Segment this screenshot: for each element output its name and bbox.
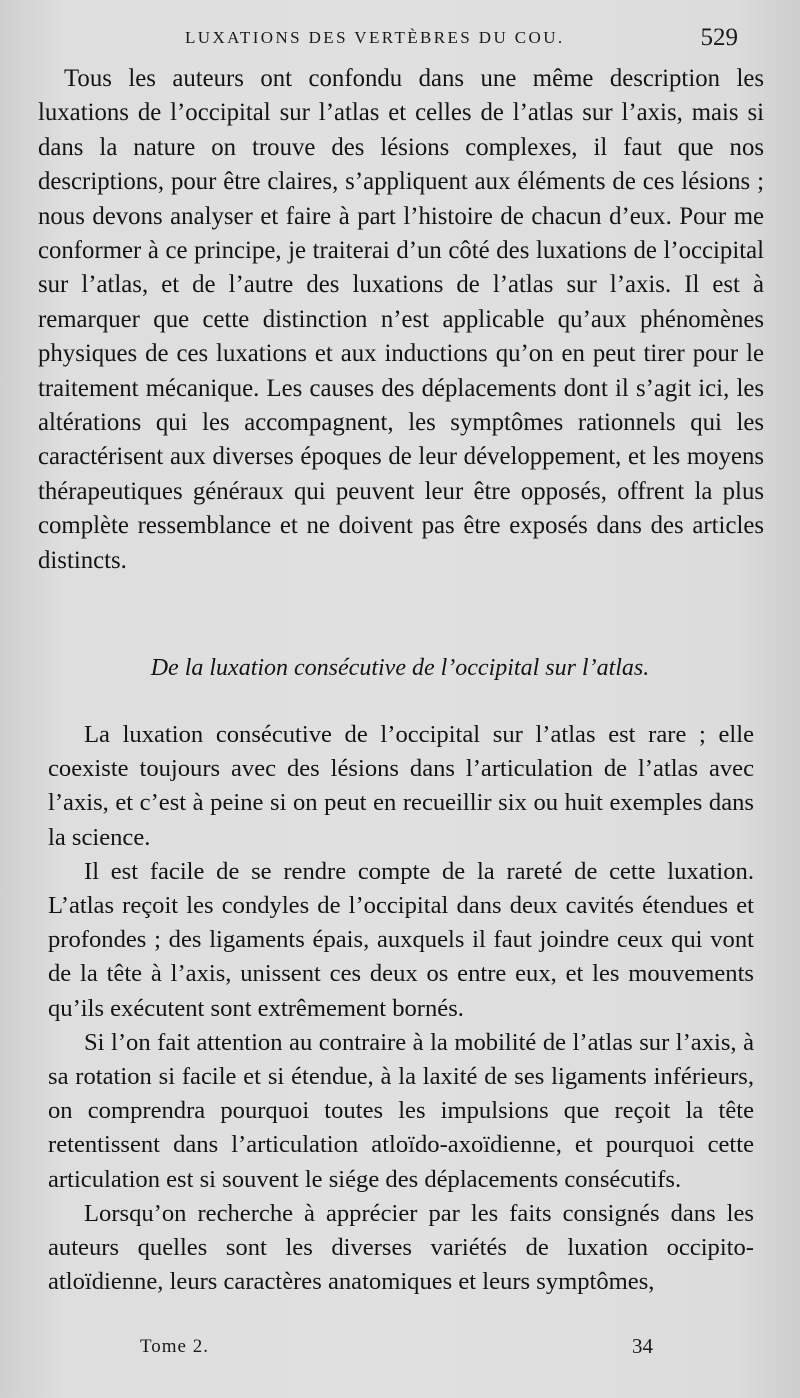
intro-text-block — [38, 62, 764, 578]
running-head — [0, 24, 800, 58]
signature-mark: 34 — [632, 1334, 653, 1358]
section-heading: De la luxation consécutive de l’occipital sur l’atlas. — [150, 655, 650, 681]
section-paragraph-3: Si l’on fait attention au contraire à la mobilité de l’atlas sur l’axis, à sa rotation si facile et si étendue, à la laxité de ses ligaments inférieurs, on comprendra pourquoi toutes les impulsions que reçoit la tête retentissent dans l’articulation atloïdo-axoïdienne, et pourquoi cette articulation est si souvent le siége des déplacements consécutifs. — [48, 1028, 754, 1193]
volume-label: Tome 2. — [140, 1336, 209, 1357]
intro-paragraph: Tous les auteurs ont confondu dans une même description les luxations de l’occipital sur l’atlas et celles de l’atlas sur l’axis, mais si dans la nature on trouve des lésions complexes, il faut que nos descriptions, pour être claires, s’appliquent aux éléments de ces lésions ; nous devons analyser et faire à part l’histoire de chacun d’eux. Pour me conformer à ce principe, je traiterai d’un côté des luxations de l’occipital sur l’atlas, et de l’autre des luxations de l’atlas sur l’axis. Il est à remarquer que cette distinction n’est applicable qu’aux phénomènes physiques de ces luxations et aux inductions qu’on en peut tirer pour le traitement mécanique. Les causes des déplacements dont il s’agit ici, les altérations qui les accompagnent, les symptômes rationnels qui les caractérisent aux diverses époques de leur développement, et les moyens thérapeutiques généraux qui peuvent leur être opposés, offrent la plus complète ressemblance et ne doivent pas être exposés dans des articles distincts. — [38, 65, 764, 574]
section-paragraph-4: Lorsqu’on recherche à apprécier par les faits consignés dans les auteurs quelles sont les diverses variétés de luxation occipito-atloïdienne, leurs caractères anatomiques et leurs symptômes, — [48, 1199, 754, 1296]
section-paragraph-2: Il est facile de se rendre compte de la rareté de cette luxation. L’atlas reçoit les condyles de l’occipital dans deux cavités étendues et profondes ; des ligaments épais, auxquels il faut joindre ceux qui vont de la tête à l’axis, unissent ces deux os entre eux, et les mouvements qu’ils exécutent sont extrêmement bornés. — [48, 857, 754, 1022]
section-paragraph-1: La luxation consécutive de l’occipital sur l’atlas est rare ; elle coexiste toujours avec des lésions dans l’articulation de l’atlas avec l’axis, et c’est à peine si on peut en recueillir six ou huit exemples dans la science. — [48, 721, 754, 851]
running-title: LUXATIONS DES VERTÈBRES DU COU. — [185, 28, 565, 47]
page-footer — [0, 1336, 800, 1366]
page-number: 529 — [700, 24, 738, 51]
section-text-block — [48, 718, 754, 1299]
